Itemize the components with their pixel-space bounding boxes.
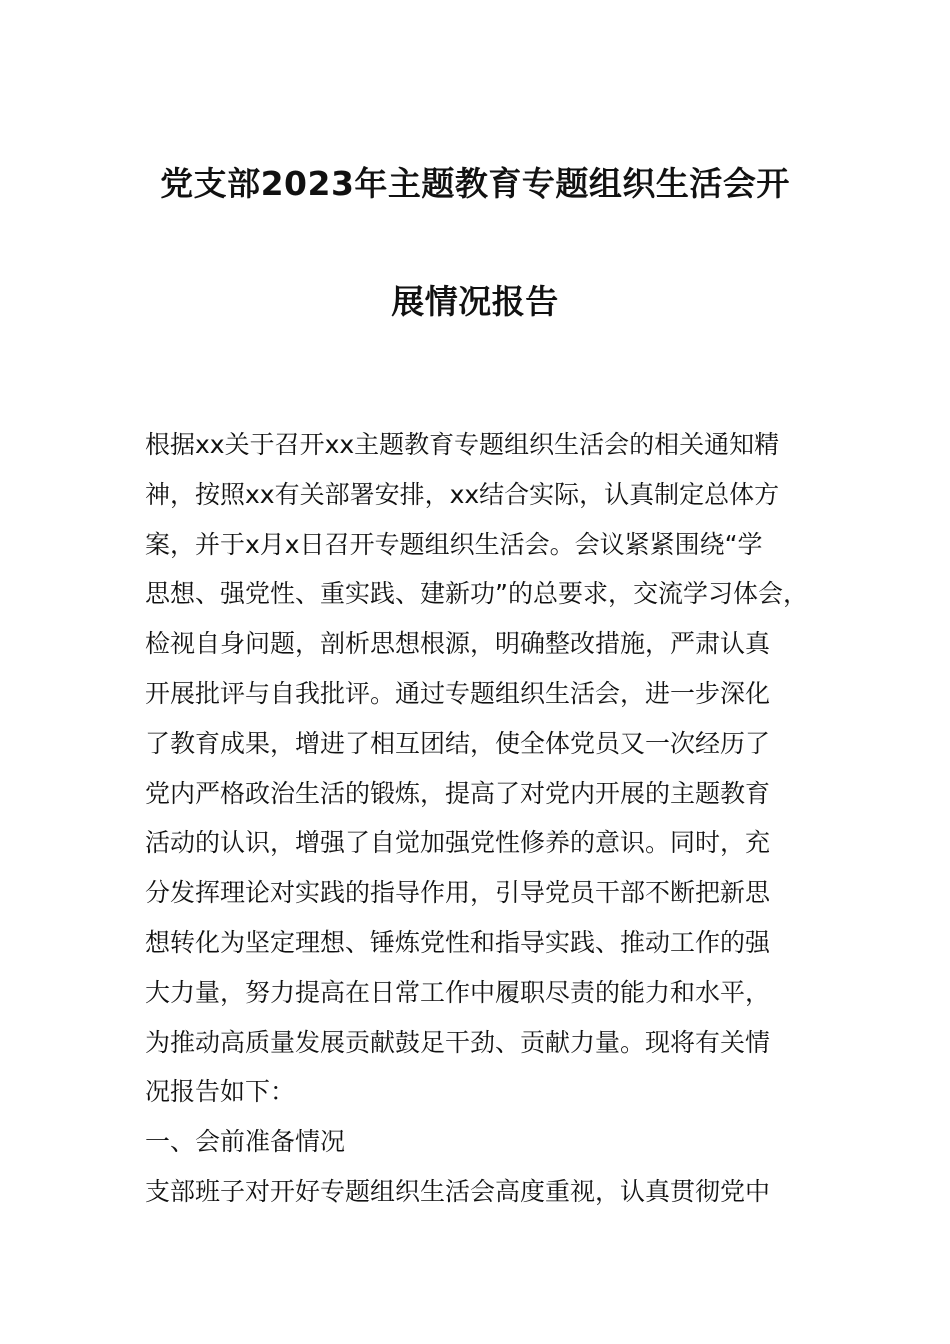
body-line: 况报告如下： <box>145 1077 296 1107</box>
body-line: 支部班子对开好专题组织生活会高度重视，认真贯彻党中 <box>145 1176 771 1206</box>
body-line: 检视自身问题，剖析思想根源，明确整改措施，严肃认真 <box>145 629 771 659</box>
body-line: 党内严格政治生活的锻炼，提高了对党内开展的主题教育 <box>145 778 771 808</box>
document-body <box>145 420 845 1217</box>
body-line: 分发挥理论对实践的指导作用，引导党员干部不断把新思 <box>145 878 771 908</box>
body-line: 案，并于x月x日召开专题组织生活会。会议紧紧围绕“学 <box>145 529 763 559</box>
body-line: 大力量，努力提高在日常工作中履职尽责的能力和水平， <box>145 977 771 1007</box>
section-heading: 一、会前准备情况 <box>145 1127 346 1157</box>
body-line: 神，按照xx有关部署安排，xx结合实际，认真制定总体方 <box>145 479 780 509</box>
body-line: 开展批评与自我批评。通过专题组织生活会，进一步深化 <box>145 678 771 708</box>
body-line: 根据xx关于召开xx主题教育专题组织生活会的相关通知精 <box>145 430 780 459</box>
body-line: 想转化为坚定理想、锤炼党性和指导实践、推动工作的强 <box>145 927 771 957</box>
body-line: 为推动高质量发展贡献鼓足干劲、贡献力量。现将有关情 <box>145 1027 771 1057</box>
body-line: 活动的认识，增强了自觉加强党性修养的意识。同时，充 <box>145 828 771 858</box>
body-line: 思想、强党性、重实践、建新功”的总要求，交流学习体会， <box>145 579 808 609</box>
document-title-line-2: 展情况报告 <box>391 282 559 321</box>
document-title-line-1: 党支部2023年主题教育专题组织生活会开 <box>160 164 790 203</box>
body-line: 了教育成果，增进了相互团结，使全体党员又一次经历了 <box>145 728 771 758</box>
